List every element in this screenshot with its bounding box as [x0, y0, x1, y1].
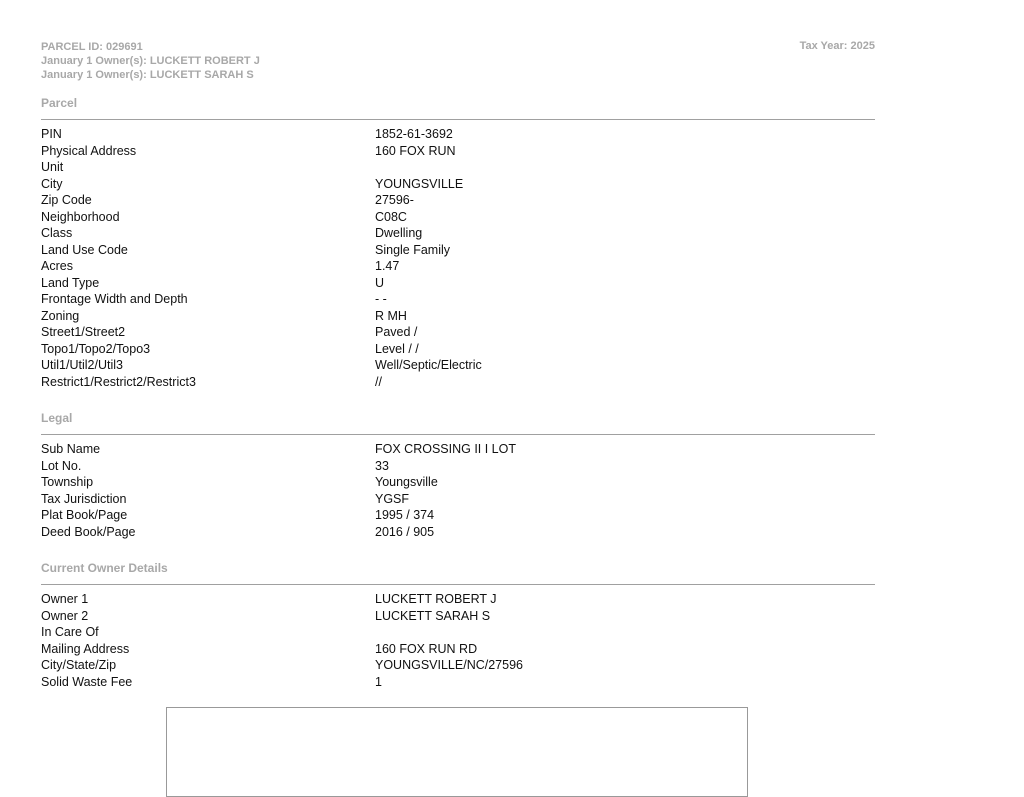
parcel-row-city: [41, 176, 875, 193]
field-label: Deed Book/Page: [41, 524, 136, 539]
owner-row-owner-2: [41, 608, 875, 625]
parcel-row-pin: [41, 126, 875, 143]
field-value: //: [375, 374, 382, 389]
field-value: YOUNGSVILLE: [375, 176, 464, 191]
parcel-row-zip-code: [41, 192, 875, 209]
field-label: Owner 2: [41, 608, 89, 623]
field-value: 2016 / 905: [375, 524, 435, 539]
parcel-id: PARCEL ID: 029691: [41, 41, 143, 53]
field-value: FOX CROSSING II I LOT: [375, 442, 516, 456]
field-label: In Care Of: [41, 625, 99, 639]
owner-row-in-care-of: [41, 624, 875, 641]
owner-row-city-state-zip: [41, 657, 875, 674]
field-value: R MH: [375, 308, 407, 323]
owner-rows: [41, 591, 875, 690]
section-divider-parcel: [41, 119, 875, 120]
field-label: Unit: [41, 160, 64, 174]
owner-row-mailing-address: [41, 641, 875, 658]
field-value: 27596-: [375, 193, 414, 207]
section-title-owner: Current Owner Details: [41, 561, 168, 575]
legal-row-township: [41, 474, 875, 491]
field-label: Tax Jurisdiction: [41, 491, 127, 506]
field-value: 160 FOX RUN: [375, 143, 456, 158]
parcel-row-land-use-code: [41, 242, 875, 259]
field-label: Restrict1/Restrict2/Restrict3: [41, 374, 196, 389]
legal-row-tax-jurisdiction: [41, 491, 875, 508]
field-value: 33: [375, 458, 389, 473]
parcel-row-class: [41, 225, 875, 242]
field-label: Class: [41, 226, 73, 240]
field-label: Zip Code: [41, 193, 92, 207]
field-value: Well/Septic/Electric: [375, 358, 482, 372]
owner-row-solid-waste-fee: [41, 674, 875, 691]
legal-rows: [41, 441, 875, 540]
tax-year: Tax Year: 2025: [799, 40, 875, 52]
parcel-row-frontage: [41, 291, 875, 308]
field-label: Topo1/Topo2/Topo3: [41, 341, 151, 356]
field-value: Paved /: [375, 325, 418, 339]
section-divider-legal: [41, 434, 875, 435]
section-title-legal: Legal: [41, 411, 73, 425]
january-owner-2: January 1 Owner(s): LUCKETT SARAH S: [41, 69, 254, 81]
field-value: YOUNGSVILLE/NC/27596: [375, 658, 523, 672]
parcel-row-street: [41, 324, 875, 341]
legal-row-lot-no: [41, 458, 875, 475]
field-value: 1852-61-3692: [375, 127, 453, 141]
parcel-row-topo: [41, 341, 875, 358]
parcel-row-acres: [41, 258, 875, 275]
parcel-row-zoning: [41, 308, 875, 325]
field-value: Level / /: [375, 341, 419, 356]
field-value: Youngsville: [375, 475, 438, 489]
field-value: 1: [375, 674, 382, 689]
field-value: 1995 / 374: [375, 508, 435, 522]
parcel-row-neighborhood: [41, 209, 875, 226]
field-label: Plat Book/Page: [41, 508, 128, 522]
field-label: Land Use Code: [41, 242, 128, 257]
january-owner-1: January 1 Owner(s): LUCKETT ROBERT J: [41, 55, 260, 67]
field-label: City: [41, 176, 63, 191]
section-divider-owner: [41, 584, 875, 585]
field-label: Mailing Address: [41, 641, 130, 656]
parcel-row-physical-address: [41, 143, 875, 160]
section-title-parcel: Parcel: [41, 96, 78, 110]
field-label: Util1/Util2/Util3: [41, 358, 123, 372]
field-label: Sub Name: [41, 442, 101, 456]
field-value: - -: [375, 292, 387, 306]
parcel-row-land-type: [41, 275, 875, 292]
field-label: Acres: [41, 259, 73, 273]
field-label: Street1/Street2: [41, 325, 126, 339]
parcel-row-util: [41, 357, 875, 374]
field-value: Dwelling: [375, 226, 423, 240]
field-value: Single Family: [375, 242, 451, 257]
field-value: 1.47: [375, 259, 400, 273]
field-label: Frontage Width and Depth: [41, 292, 188, 306]
legal-row-deed-book: [41, 524, 875, 541]
field-label: Neighborhood: [41, 209, 120, 224]
parcel-row-restrict: [41, 374, 875, 391]
owner-row-owner-1: [41, 591, 875, 608]
field-value: C08C: [375, 209, 407, 224]
field-label: Zoning: [41, 308, 80, 323]
field-value: YGSF: [375, 491, 410, 506]
field-value: LUCKETT SARAH S: [375, 608, 491, 623]
field-label: Physical Address: [41, 143, 137, 158]
field-label: Township: [41, 475, 94, 489]
field-value: U: [375, 275, 385, 290]
field-label: Land Type: [41, 275, 100, 290]
field-label: Owner 1: [41, 592, 89, 606]
image-frame: [166, 707, 748, 797]
legal-row-plat-book: [41, 507, 875, 524]
field-label: PIN: [41, 127, 62, 141]
field-label: Solid Waste Fee: [41, 674, 133, 689]
field-value: 160 FOX RUN RD: [375, 641, 478, 656]
field-label: Lot No.: [41, 458, 82, 473]
field-value: LUCKETT ROBERT J: [375, 592, 497, 606]
parcel-rows: [41, 126, 875, 390]
parcel-row-unit: [41, 159, 875, 176]
legal-row-sub-name: [41, 441, 875, 458]
report-header: [41, 40, 260, 82]
field-label: City/State/Zip: [41, 658, 117, 672]
